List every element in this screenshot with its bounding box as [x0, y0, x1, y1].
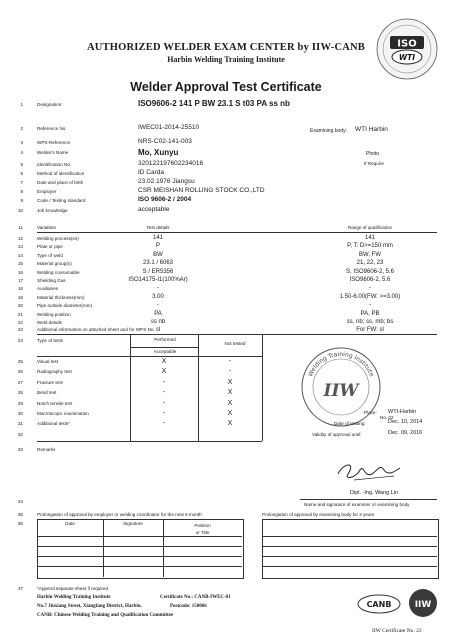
- field-value: 320122197602234016: [138, 160, 204, 167]
- variable-test-detail: 3.00: [152, 293, 164, 300]
- field-value: 23.02.1976 Jiangsu: [138, 178, 195, 185]
- row-num: 11: [18, 225, 23, 230]
- iso-wti-logo: [376, 18, 438, 80]
- field-label: Method of identification: [37, 171, 85, 176]
- field-value: NRS-C02-141-003: [138, 138, 192, 145]
- seal-iiw-text: IIW: [323, 381, 359, 401]
- variable-test-detail: ss nb: [150, 319, 166, 325]
- designation-label: Designation:: [37, 102, 63, 107]
- field-label: Reference No.: [37, 126, 67, 131]
- institute-seal: [300, 346, 382, 428]
- row-num: 15: [17, 261, 23, 267]
- variable-range: ISO9606-2, 5.6: [349, 277, 391, 283]
- variable-range: 1.50-6.00(FW: >=3.00): [339, 293, 401, 300]
- additional-info-label: Additional information on attached sheet and for WPS No.: [37, 327, 155, 332]
- field-value: ISO 9606-2 / 2004: [138, 196, 192, 203]
- test-performed: -: [162, 389, 166, 397]
- variable-label: Material thickness(mm): [37, 294, 85, 300]
- test-not-tested: X: [227, 378, 233, 386]
- not-tested-header: Not tested: [224, 341, 246, 346]
- iso-logo-text: ISO: [397, 38, 417, 50]
- test-performed: X: [161, 358, 167, 365]
- place-label: Place:: [364, 410, 377, 415]
- prolongation-right-label: Prolongation of approval by examining body for 2 years: [262, 512, 375, 517]
- field-label: Code / Testing standard: [37, 198, 86, 203]
- row-num: 16: [17, 269, 23, 275]
- place-value: WTI-Harbin: [388, 409, 417, 415]
- row-num: 2: [20, 126, 23, 131]
- variable-range: PA, PB: [360, 310, 380, 317]
- row-num: 8: [20, 189, 23, 194]
- iiw-logo: [408, 588, 438, 618]
- test-not-tested: -: [228, 358, 232, 365]
- col-signature: Signature: [123, 521, 143, 526]
- row-num: 17: [17, 278, 23, 283]
- footer-canb: CANB: Chinese Welding Training and Qualification Committee: [37, 613, 174, 618]
- test-label: Notch tensile test: [37, 400, 73, 406]
- row-num: 20: [17, 303, 23, 309]
- test-performed: X: [161, 368, 167, 376]
- examining-body-value: WTI Harbin: [355, 126, 388, 133]
- row-num: 35: [17, 512, 23, 517]
- test-label: Bend test: [37, 390, 57, 396]
- variable-range: 141: [364, 235, 375, 241]
- col-title: or Title: [195, 530, 210, 535]
- row-num: 24: [17, 338, 23, 343]
- row-num: 5: [20, 162, 23, 167]
- prolongation-label: Prolongation of approval by employer or welding coordinator for the next 6 month: [37, 512, 202, 517]
- variable-test-detail: BW: [153, 251, 163, 258]
- test-not-tested: X: [227, 420, 233, 428]
- test-not-tested: X: [227, 389, 233, 397]
- svg-text:Welding Training Institute: [307, 351, 375, 378]
- seal-text: Welding Training Institute: [307, 350, 375, 378]
- test-not-tested: X: [227, 399, 233, 407]
- variable-label: Welding position: [37, 311, 71, 317]
- test-label: Radiography test: [37, 369, 72, 375]
- wti-logo-text: WTI: [398, 53, 416, 62]
- field-value: CSR MEISHAN ROLLING STOCK CO.,LTD: [138, 187, 265, 194]
- row-num: 21: [17, 311, 23, 317]
- field-label: Employer: [37, 189, 57, 194]
- footer-cert-no: Certificate No.: CANB-IWEC-01: [160, 595, 231, 600]
- row-num: 14: [17, 252, 23, 258]
- test-label: Visual test: [37, 359, 59, 364]
- prolongation-employer-table: [37, 519, 244, 579]
- row-num: 19: [17, 294, 23, 300]
- iiw-logo-text: IIW: [414, 600, 432, 610]
- field-label: WPS-Reference: [37, 140, 71, 145]
- row-num: 25: [17, 359, 23, 364]
- examiner-signature: [334, 458, 404, 484]
- test-details-header: Test details: [146, 225, 170, 230]
- variable-label: Shielding Gas: [37, 278, 66, 283]
- photo-label: Photo: [366, 151, 380, 157]
- field-value: Mo, Xunyu: [138, 148, 179, 157]
- row-num: 28: [17, 390, 23, 396]
- variable-range: 21, 22, 23: [356, 260, 384, 267]
- row-num: 9: [20, 198, 23, 203]
- footer-institute: Harbin Welding Training Institute: [37, 595, 111, 600]
- variable-label: Plate or pipe: [37, 244, 63, 250]
- variable-range: S, ISO9606-2, 5.6: [345, 268, 395, 275]
- variable-label: Weld details: [37, 320, 62, 325]
- col-date: Date: [65, 521, 75, 526]
- date-issue-label: Date of issuing:: [334, 421, 366, 426]
- field-value: ID Carda: [138, 169, 165, 176]
- variable-label: Welding consumable: [37, 269, 80, 275]
- variable-test-detail: sl: [155, 327, 161, 334]
- row-num: 37: [17, 586, 23, 591]
- row-num: 3: [20, 140, 23, 145]
- row-num: 4: [20, 150, 23, 155]
- examiner-caption: Name and signature of examiner or examining body: [304, 502, 410, 507]
- row-num: 30: [17, 411, 23, 416]
- row-num: 7: [20, 180, 23, 185]
- row-num: 27: [17, 379, 23, 385]
- stamp-no: No. 02: [380, 415, 394, 420]
- variable-range: -: [369, 302, 371, 309]
- row-num: 12: [17, 236, 23, 241]
- row-num: 22: [17, 320, 23, 325]
- field-value: acceptable: [138, 206, 170, 213]
- examiner-name: Dipl. -Ing. Wang Lin: [350, 490, 399, 496]
- row-num: 29: [17, 400, 23, 406]
- examining-body-label: Examining body:: [310, 128, 347, 134]
- row-num: 18: [17, 286, 23, 292]
- test-performed: -: [162, 378, 166, 386]
- variables-header-label: Variables: [37, 225, 56, 230]
- variable-test-detail: 23.1 / 6063: [142, 260, 174, 267]
- photo-sub: If Require: [364, 161, 384, 166]
- variable-test-detail: -: [157, 302, 159, 309]
- iiw-certificate-no: IIW Certificate No. 22: [372, 628, 422, 634]
- variable-range: -: [369, 285, 371, 292]
- row-num: 6: [20, 171, 23, 176]
- test-label: Macroscopic examination: [37, 411, 89, 416]
- test-not-tested: -: [228, 368, 232, 376]
- row-num: 36: [17, 521, 23, 526]
- variable-test-detail: 141: [152, 235, 163, 241]
- row-num: 34: [17, 499, 23, 504]
- prolongation-body-table: [262, 519, 439, 579]
- header-title: AUTHORIZED WELDER EXAM CENTER by IIW-CANB: [86, 42, 366, 53]
- field-label: Identification No.: [37, 162, 72, 167]
- header-subtitle: Harbin Welding Training Institute: [167, 55, 285, 64]
- tests-header-label: Type of tests: [37, 338, 64, 343]
- range-header: Range of qualification: [347, 225, 393, 230]
- test-not-tested: X: [227, 410, 233, 417]
- date-issue-value: Dec. 10, 2014: [388, 419, 423, 425]
- variable-range: P, T: D>=150 mm: [347, 243, 393, 250]
- test-label: Fracture test: [37, 379, 63, 385]
- row-num: 1: [20, 102, 23, 107]
- test-performed: -: [162, 399, 166, 407]
- field-label: Welder's Name: [37, 150, 69, 155]
- variable-label: Welding process(es): [37, 236, 79, 241]
- row-num: 31: [17, 421, 23, 427]
- row-num: 13: [17, 244, 23, 250]
- test-performed: -: [162, 410, 166, 417]
- variable-range: BW, FW: [359, 251, 381, 258]
- variable-label: Material group(s): [37, 261, 72, 267]
- performed-header: Performed: [154, 337, 176, 342]
- test-label: Additional tests*: [37, 421, 70, 427]
- row-num: 10: [17, 208, 23, 213]
- footer-address: No.7 Jiuxiang Street, Xiangfang District, Harbin.: [37, 604, 142, 609]
- validity-value: Dec. 09, 2016: [388, 430, 423, 436]
- footer-postcode: Postcode: 150066: [170, 604, 207, 609]
- test-performed: -: [162, 420, 166, 428]
- validity-label: Validity of approval until:: [312, 432, 362, 437]
- variable-range: For FW: sl: [356, 327, 384, 334]
- remarks-label: Remarks: [37, 447, 56, 452]
- variable-label: Type of weld: [37, 252, 63, 258]
- canb-logo-text: CANB: [366, 600, 392, 609]
- row-num: 23: [17, 327, 23, 332]
- variable-test-detail: PA: [154, 310, 162, 317]
- variable-label: Auxiliaries: [37, 286, 58, 292]
- variable-test-detail: -: [157, 285, 159, 292]
- acceptable-header: Acceptable: [153, 349, 177, 354]
- field-label: Job knowledge: [37, 208, 68, 213]
- variable-label: Pipe outside diameter(mm): [37, 303, 93, 309]
- row-num: 26: [17, 369, 23, 375]
- variable-range: ss, nb; ss, mb; bs: [346, 319, 394, 325]
- variable-test-detail: ISO14175-I1(100%Ar): [128, 277, 188, 283]
- designation-value: ISO9606-2 141 P BW 23.1 S t03 PA ss nb: [138, 99, 290, 108]
- col-position: Position: [194, 523, 211, 528]
- variable-test-detail: P: [155, 243, 160, 250]
- row-num: 33: [17, 447, 23, 452]
- row-num: 32: [17, 431, 23, 437]
- field-value: IWEC01-2014-25510: [138, 124, 200, 131]
- canb-logo: [357, 594, 401, 614]
- field-label: Date and place of birth: [37, 180, 84, 185]
- variable-test-detail: S / ER5356: [142, 268, 174, 275]
- footnote-label: *Append separate sheet if required: [37, 586, 108, 591]
- page-title: Welder Approval Test Certificate: [130, 80, 322, 94]
